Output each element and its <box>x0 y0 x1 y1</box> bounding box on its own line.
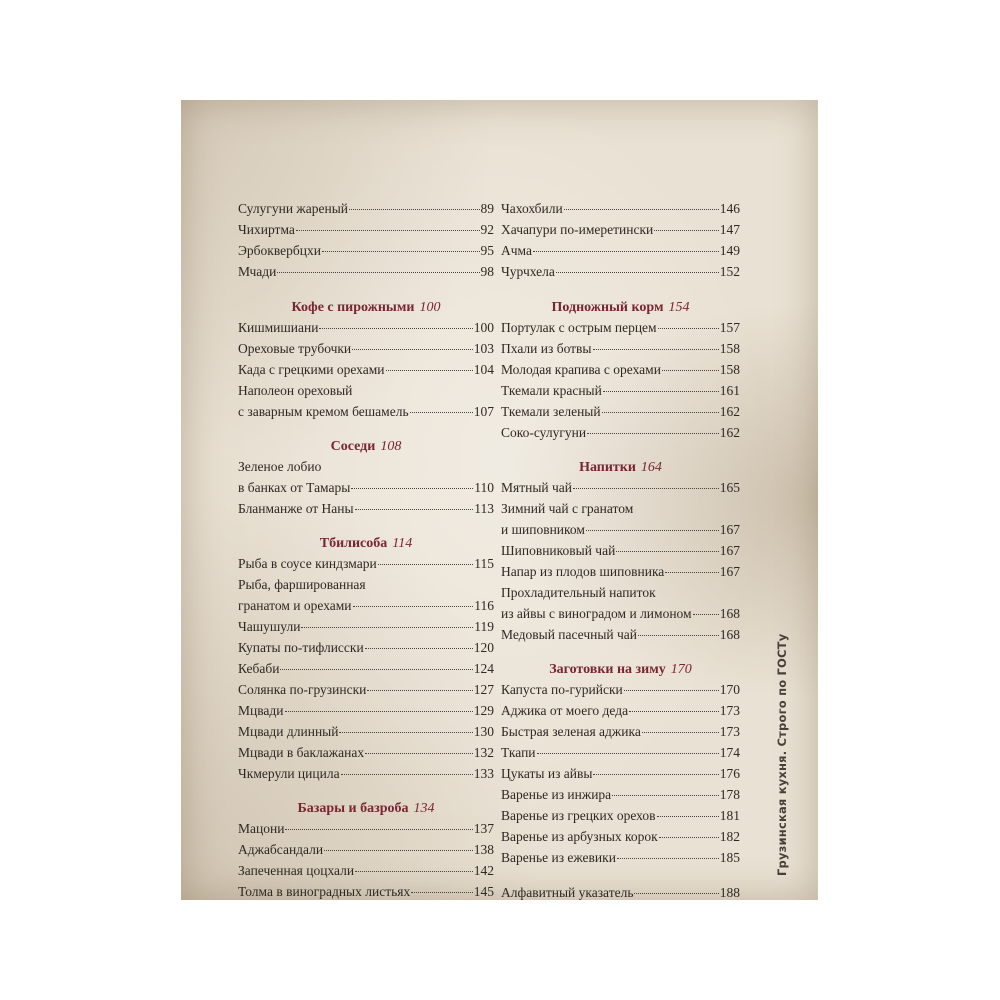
entry-title: Сулугуни жареный <box>238 201 349 216</box>
dot-leader <box>659 837 719 838</box>
entry-page-number: 157 <box>719 320 740 335</box>
entry-title: Мцвади длинный <box>238 724 339 739</box>
section-title: Базары и базроба <box>297 801 409 816</box>
section-heading <box>238 798 494 820</box>
toc-entry-line <box>238 457 494 477</box>
section-title: Соседи <box>330 439 376 454</box>
toc-entry <box>501 701 740 721</box>
toc-entry <box>238 499 494 519</box>
entry-title: Алфавитный указатель <box>501 885 634 900</box>
dot-leader <box>349 209 479 210</box>
entry-page-number: 173 <box>719 724 740 739</box>
entry-title: гранатом и орехами <box>238 598 352 613</box>
toc-entry <box>501 423 740 443</box>
section-title: Напитки <box>579 460 636 475</box>
entry-title: Када с грецкими орехами <box>238 362 385 377</box>
dot-leader <box>411 892 473 893</box>
section-page-number: 170 <box>670 662 692 677</box>
entry-page-number: 165 <box>719 480 740 495</box>
entry-page-number: 107 <box>473 404 494 419</box>
entry-title: Мчади <box>238 264 277 279</box>
entry-title: и шиповником <box>501 522 585 537</box>
entry-page-number: 170 <box>719 682 740 697</box>
dot-leader <box>365 648 473 649</box>
entry-page-number: 137 <box>473 821 494 836</box>
toc-entry <box>501 883 740 903</box>
section-heading <box>501 659 740 681</box>
section-heading <box>501 457 740 479</box>
dot-leader <box>367 690 472 691</box>
entry-page-number: 130 <box>473 724 494 739</box>
entry-page-number: 138 <box>473 842 494 857</box>
entry-title: Ореховые трубочки <box>238 341 352 356</box>
entry-page-number: 89 <box>480 201 494 216</box>
entry-title: Быстрая зеленая аджика <box>501 724 641 739</box>
toc-entry <box>238 554 494 574</box>
entry-title: Толма в виноградных листьях <box>238 884 411 899</box>
toc-entry <box>501 339 740 359</box>
entry-title: Мцвади <box>238 703 284 718</box>
dot-leader <box>339 732 472 733</box>
section-heading <box>238 533 494 555</box>
dot-leader <box>285 711 473 712</box>
entry-page-number: 152 <box>719 264 740 279</box>
toc-entry <box>238 861 494 881</box>
dot-leader <box>355 871 473 872</box>
section-page-number: 100 <box>419 300 441 315</box>
entry-page-number: 129 <box>473 703 494 718</box>
entry-title: Чурчхела <box>501 264 555 279</box>
entry-title: Варенье из инжира <box>501 787 612 802</box>
dot-leader <box>319 328 472 329</box>
entry-page-number: 168 <box>719 627 740 642</box>
entry-page-number: 185 <box>719 850 740 865</box>
toc-entry <box>501 541 740 561</box>
entry-page-number: 167 <box>719 564 740 579</box>
toc-entry <box>238 262 494 282</box>
toc-entry <box>238 318 494 338</box>
entry-title: Ткемали зеленый <box>501 404 601 419</box>
dot-leader <box>277 272 479 273</box>
entry-page-number: 162 <box>719 404 740 419</box>
toc-entry <box>501 743 740 763</box>
entry-page-number: 104 <box>473 362 494 377</box>
entry-title: Кишмишиани <box>238 320 319 335</box>
entry-page-number: 167 <box>719 543 740 558</box>
section-page-number: 154 <box>668 300 690 315</box>
entry-page-number: 92 <box>480 222 494 237</box>
toc-entry <box>238 617 494 637</box>
entry-page-number: 173 <box>719 703 740 718</box>
toc-entry <box>501 381 740 401</box>
dot-leader <box>533 251 719 252</box>
dot-leader <box>602 412 719 413</box>
entry-title: Купаты по-тифлисски <box>238 640 364 655</box>
entry-page-number: 161 <box>719 383 740 398</box>
section-page-number: 114 <box>392 536 413 551</box>
toc-entry <box>501 806 740 826</box>
section-title: Тбилисоба <box>319 536 388 551</box>
dot-leader <box>624 690 719 691</box>
entry-page-number: 158 <box>719 362 740 377</box>
dot-leader <box>603 391 719 392</box>
section-title: Заготовки на зиму <box>549 662 666 677</box>
section-page-number: 134 <box>413 801 435 816</box>
entry-page-number: 98 <box>480 264 494 279</box>
entry-title: Варенье из грецких орехов <box>501 808 656 823</box>
entry-page-number: 132 <box>473 745 494 760</box>
toc-entry <box>501 318 740 338</box>
dot-leader <box>629 711 719 712</box>
dot-leader <box>693 614 719 615</box>
dot-leader <box>662 370 719 371</box>
entry-title: Пхали из ботвы <box>501 341 592 356</box>
entry-page-number: 115 <box>474 556 494 571</box>
entry-page-number: 116 <box>474 598 494 613</box>
dot-leader <box>634 893 718 894</box>
dot-leader <box>573 488 719 489</box>
toc-entry <box>238 743 494 763</box>
entry-title: Мацони <box>238 821 285 836</box>
dot-leader <box>322 251 480 252</box>
entry-title: Запеченная цоцхали <box>238 863 355 878</box>
entry-title: Бланманже от Наны <box>238 501 354 516</box>
toc-entry <box>238 722 494 742</box>
dot-leader <box>612 795 719 796</box>
toc-entry <box>238 339 494 359</box>
section-heading <box>238 436 494 458</box>
dot-leader <box>352 349 473 350</box>
dot-leader <box>355 509 474 510</box>
dot-leader <box>586 530 719 531</box>
entry-title: Варенье из арбузных корок <box>501 829 658 844</box>
toc-entry <box>238 241 494 261</box>
entry-title: Чахохбили <box>501 201 563 216</box>
toc-entry <box>238 478 494 498</box>
toc-entry <box>501 220 740 240</box>
entry-title: Аджабсандали <box>238 842 324 857</box>
toc-entry <box>501 478 740 498</box>
toc-entry <box>238 840 494 860</box>
dot-leader <box>378 564 474 565</box>
entry-page-number: 174 <box>719 745 740 760</box>
entry-page-number: 167 <box>719 522 740 537</box>
entry-title: Мятный чай <box>501 480 573 495</box>
toc-entry <box>501 722 740 742</box>
dot-leader <box>301 627 473 628</box>
entry-title: Чихиртма <box>238 222 295 237</box>
toc-entry <box>501 604 740 624</box>
entry-title: Наполеон ореховый <box>238 383 353 398</box>
entry-page-number: 127 <box>473 682 494 697</box>
entry-page-number: 149 <box>719 243 740 258</box>
entry-title: Эрбоквербцхи <box>238 243 321 258</box>
entry-page-number: 100 <box>473 320 494 335</box>
dot-leader <box>386 370 473 371</box>
section-heading <box>501 297 740 319</box>
dot-leader <box>593 774 718 775</box>
entry-title: Капуста по-гурийски <box>501 682 623 697</box>
dot-leader <box>296 230 480 231</box>
dot-leader <box>410 412 473 413</box>
toc-entry <box>501 764 740 784</box>
entry-page-number: 178 <box>719 787 740 802</box>
entry-page-number: 133 <box>473 766 494 781</box>
entry-page-number: 146 <box>719 201 740 216</box>
entry-title: Хачапури по-имеретински <box>501 222 654 237</box>
toc-entry <box>501 199 740 219</box>
entry-title: Ачма <box>501 243 532 258</box>
entry-page-number: 182 <box>719 829 740 844</box>
toc-entry <box>238 360 494 380</box>
dot-leader <box>353 606 474 607</box>
entry-title: Портулак с острым перцем <box>501 320 657 335</box>
entry-title: Чкмерули цицила <box>238 766 340 781</box>
entry-title: Шиповниковый чай <box>501 543 616 558</box>
toc-entry-line <box>238 381 494 401</box>
toc-entry <box>238 764 494 784</box>
entry-title: Кебаби <box>238 661 280 676</box>
dot-leader <box>351 488 473 489</box>
entry-title: Варенье из ежевики <box>501 850 616 865</box>
dot-leader <box>654 230 719 231</box>
section-heading <box>238 297 494 319</box>
toc-entry <box>238 659 494 679</box>
entry-title: Аджика от моего деда <box>501 703 629 718</box>
entry-title: Ткемали красный <box>501 383 602 398</box>
entry-page-number: 103 <box>473 341 494 356</box>
toc-entry <box>501 827 740 847</box>
entry-title: Зеленое лобио <box>238 459 322 474</box>
dot-leader <box>616 551 718 552</box>
entry-page-number: 145 <box>473 884 494 899</box>
toc-entry <box>501 562 740 582</box>
toc-entry <box>501 241 740 261</box>
entry-page-number: 188 <box>719 885 740 900</box>
dot-leader <box>587 433 719 434</box>
toc-entry <box>238 220 494 240</box>
toc-entry-line <box>501 499 740 519</box>
section-page-number: 164 <box>640 460 662 475</box>
toc-entry <box>238 819 494 839</box>
toc-entry <box>501 360 740 380</box>
entry-title: Мцвади в баклажанах <box>238 745 365 760</box>
entry-title: Медовый пасечный чай <box>501 627 638 642</box>
book-page <box>181 100 818 900</box>
entry-page-number: 176 <box>719 766 740 781</box>
entry-title: в банках от Тамары <box>238 480 351 495</box>
entry-page-number: 113 <box>474 501 494 516</box>
entry-title: из айвы с виноградом и лимоном <box>501 606 692 621</box>
toc-entry <box>501 402 740 422</box>
toc-entry <box>501 262 740 282</box>
entry-page-number: 158 <box>719 341 740 356</box>
entry-title: Прохладительный напиток <box>501 585 656 600</box>
entry-page-number: 95 <box>480 243 494 258</box>
dot-leader <box>324 850 473 851</box>
section-page-number: 108 <box>380 439 402 454</box>
entry-title: Цукаты из айвы <box>501 766 593 781</box>
entry-page-number: 120 <box>473 640 494 655</box>
toc-entry-line <box>238 575 494 595</box>
toc-entry <box>501 785 740 805</box>
toc-entry <box>238 199 494 219</box>
entry-title: Чашушули <box>238 619 301 634</box>
entry-title: Соко-сулугуни <box>501 425 587 440</box>
toc-entry <box>238 638 494 658</box>
dot-leader <box>642 732 719 733</box>
entry-page-number: 124 <box>473 661 494 676</box>
section-title: Подножный корм <box>551 300 664 315</box>
toc-entry <box>238 402 494 422</box>
dot-leader <box>537 753 719 754</box>
entry-title: Ткапи <box>501 745 536 760</box>
dot-leader <box>593 349 719 350</box>
entry-title: Напар из плодов шиповника <box>501 564 665 579</box>
toc-entry <box>238 596 494 616</box>
toc-entry <box>501 848 740 868</box>
entry-page-number: 110 <box>474 480 494 495</box>
dot-leader <box>564 209 719 210</box>
entry-title: Зимний чай с гранатом <box>501 501 634 516</box>
dot-leader <box>285 829 472 830</box>
toc-entry-line <box>501 583 740 603</box>
dot-leader <box>280 669 472 670</box>
entry-page-number: 168 <box>719 606 740 621</box>
entry-title: Солянка по-грузински <box>238 682 367 697</box>
entry-page-number: 162 <box>719 425 740 440</box>
dot-leader <box>365 753 473 754</box>
dot-leader <box>665 572 718 573</box>
toc-entry <box>238 680 494 700</box>
dot-leader <box>341 774 473 775</box>
entry-title: Рыба в соусе киндзмари <box>238 556 377 571</box>
dot-leader <box>617 858 719 859</box>
toc-entry <box>238 882 494 902</box>
section-title: Кофе с пирожными <box>291 300 415 315</box>
entry-page-number: 181 <box>719 808 740 823</box>
entry-page-number: 142 <box>473 863 494 878</box>
entry-title: с заварным кремом бешамель <box>238 404 409 419</box>
entry-title: Молодая крапива с орехами <box>501 362 661 377</box>
toc-entry <box>501 520 740 540</box>
entry-page-number: 147 <box>719 222 740 237</box>
entry-page-number: 119 <box>474 619 494 634</box>
dot-leader <box>556 272 719 273</box>
toc-entry <box>501 625 740 645</box>
entry-title: Рыба, фаршированная <box>238 577 366 592</box>
toc-entry <box>238 701 494 721</box>
toc-entry <box>501 680 740 700</box>
dot-leader <box>658 328 719 329</box>
dot-leader <box>638 635 719 636</box>
dot-leader <box>657 816 719 817</box>
spine-title: Грузинская кухня. Строго по ГОСТу <box>775 633 789 876</box>
